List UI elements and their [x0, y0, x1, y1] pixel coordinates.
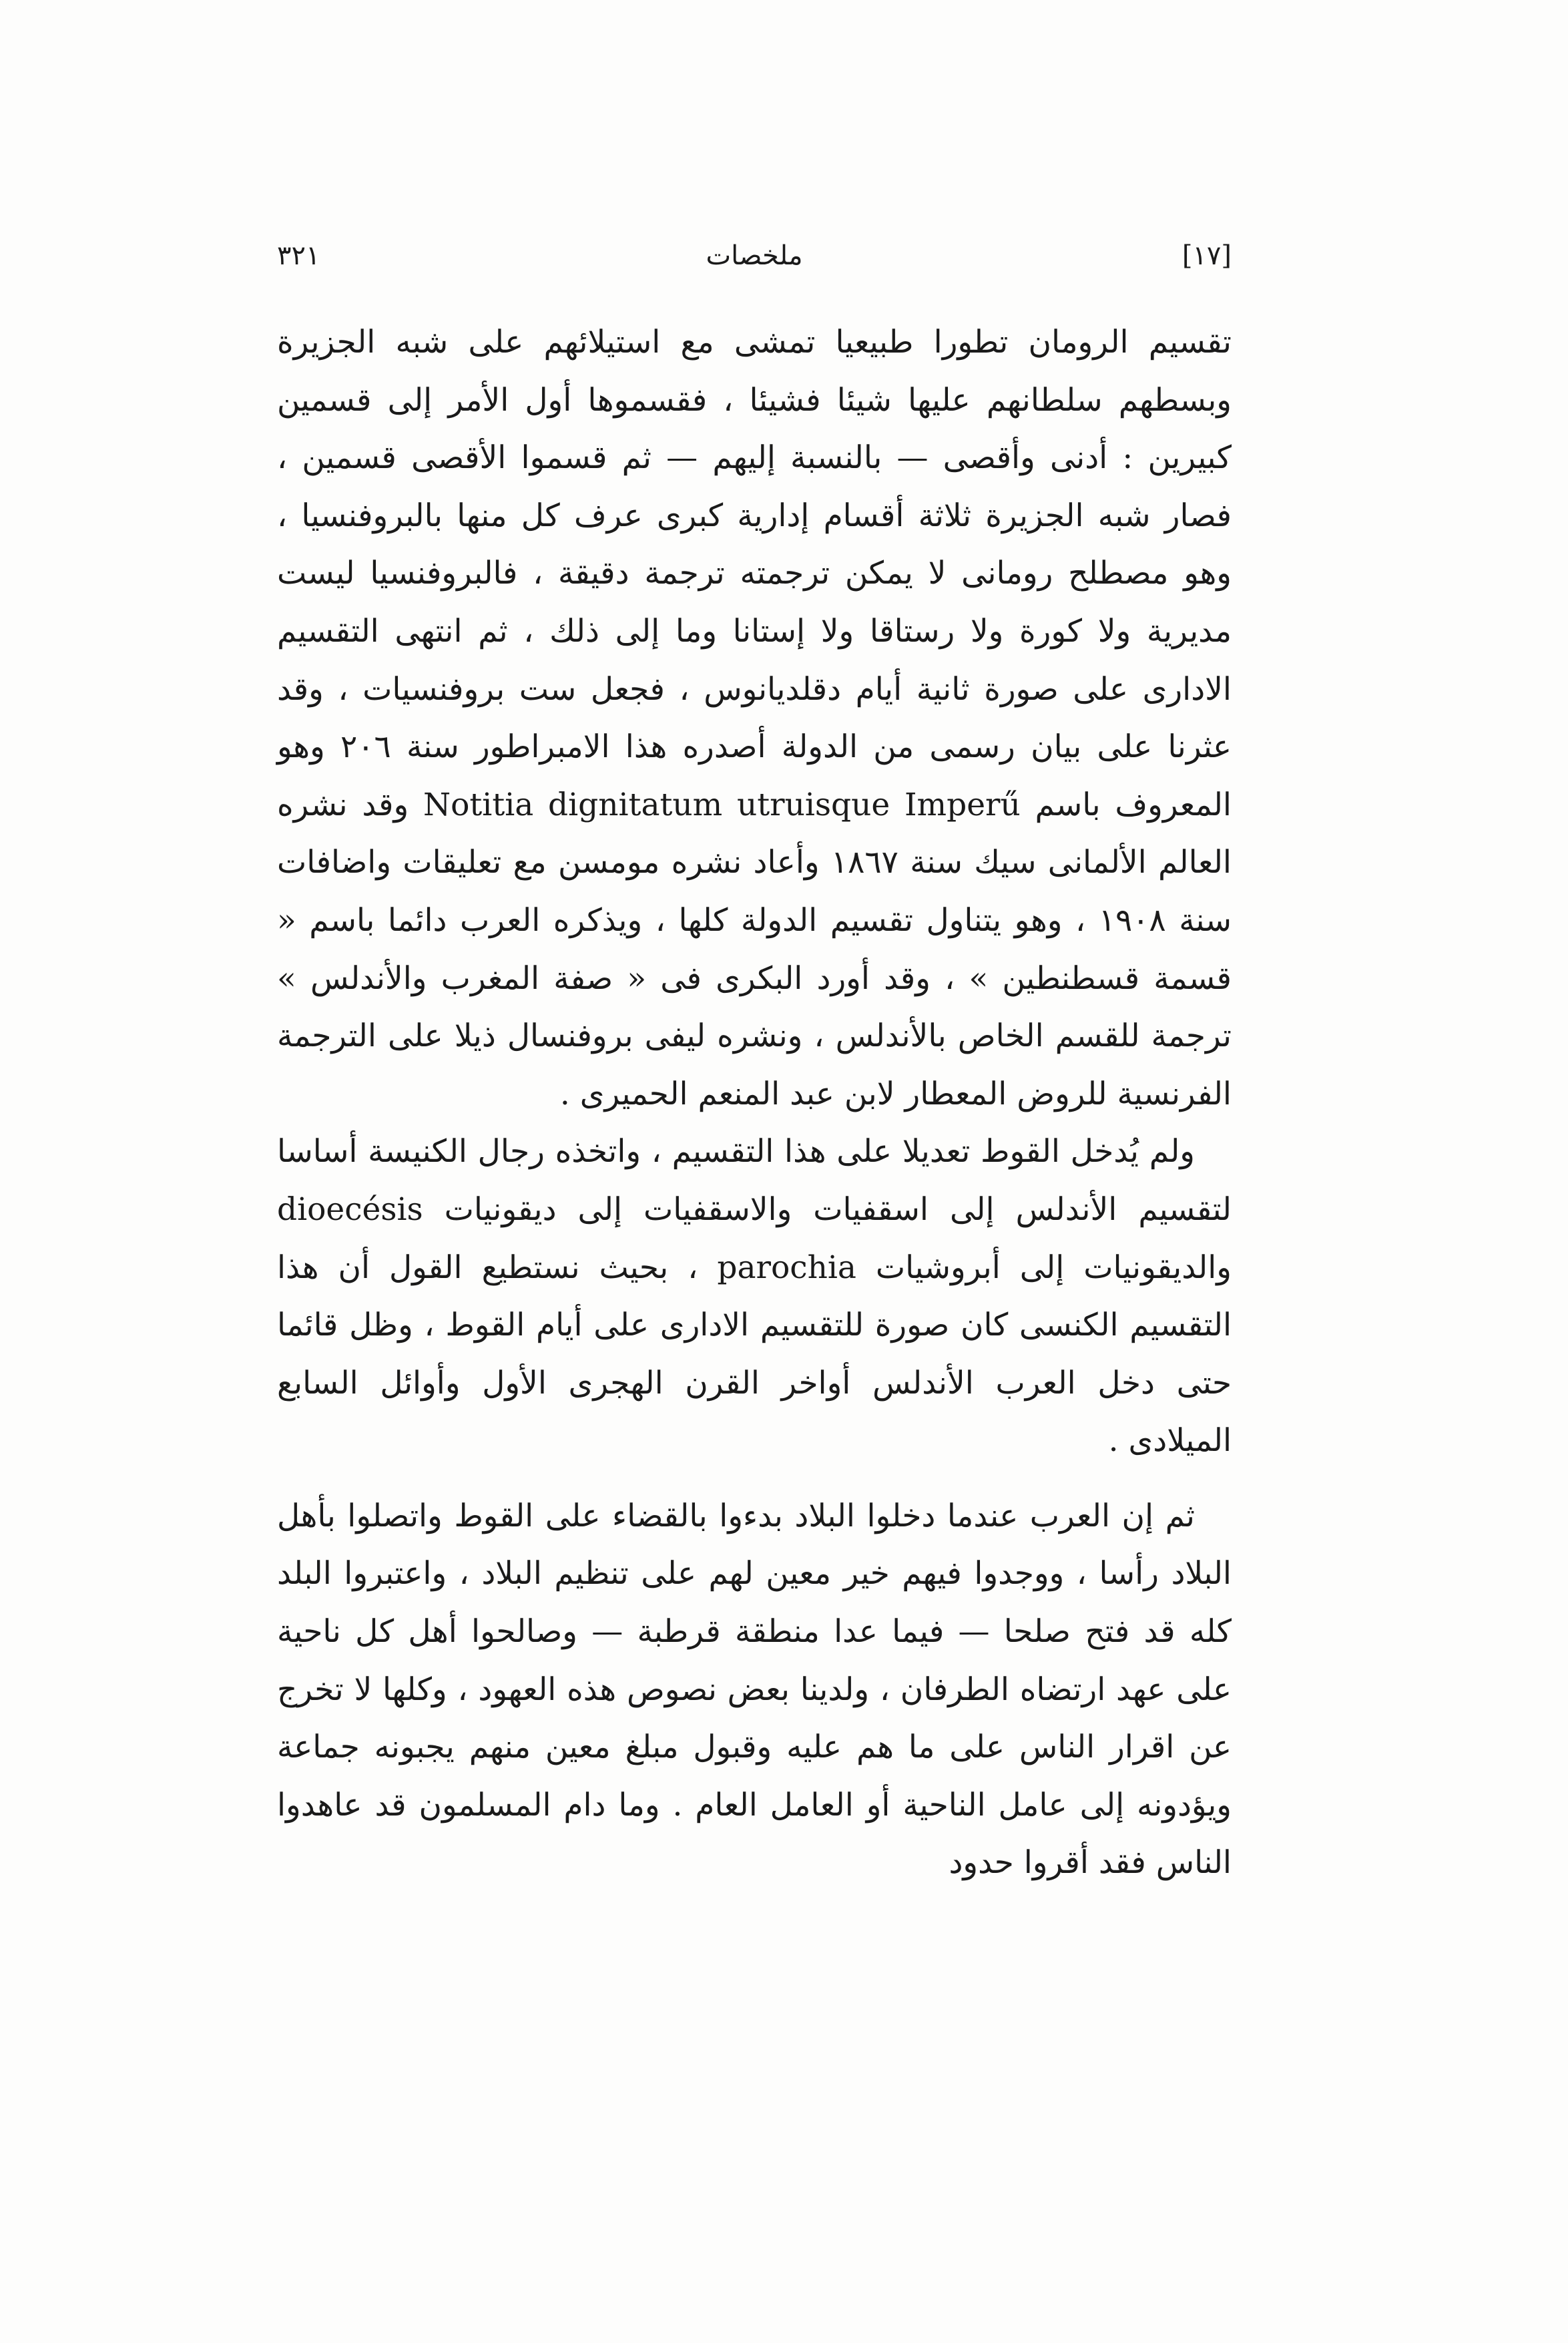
paragraph-1: تقسيم الرومان تطورا طبيعيا تمشى مع استيلائهم على شبه الجزيرة وبسطهم سلطانهم عليها شيئا فشيئا ، فقسموها أول الأمر إلى قسمين كبيرين : أدنى وأقصى — بالنسبة إليهم — ثم قسموا الأقصى قسمين ، فصار شبه الجزيرة ثلاثة أقسام إدارية كبرى عرف كل منها بالبروفنسيا ، وهو مصطلح رومانى لا يمكن ترجمته ترجمة دقيقة ، فالبروفنسيا ليست مديرية ولا كورة ولا رستاقا ولا إستانا وما إلى ذلك ، ثم انتهى التقسيم الادارى على صورة ثانية أيام دقلديانوس ، فجعل ست بروفنسيات ، وقد عثرنا على بيان رسمى من الدولة أصدره هذا الامبراطور سنة ٢٠٦ وهو المعروف باسم Notitia dignitatum utruisque Imperű وقد نشره العالم الألمانى سيك سنة ١٨٦٧ وأعاد نشره مومسن مع تعليقات واضافات سنة ١٩٠٨ ، وهو يتناول تقسيم الدولة كلها ، ويذكره العرب دائما باسم « قسمة قسطنطين » ، وقد أورد البكرى فى « صفة المغرب والأندلس » ترجمة للقسم الخاص بالأندلس ، ونشره ليفى بروفنسال ذيلا على الترجمة الفرنسية للروض المعطار لابن عبد المنعم الحميرى .	[277, 324, 1232, 1112]
paragraph-3: ثم إن العرب عندما دخلوا البلاد بدءوا بالقضاء على القوط واتصلوا بأهل البلاد رأسا ، ووجدوا فيهم خير معين لهم على تنظيم البلاد ، واعتبروا البلد كله قد فتح صلحا — فيما عدا منطقة قرطبة — وصالحوا أهل كل ناحية على عهد ارتضاه الطرفان ، ولدينا بعض نصوص هذه العهود ، وكلها لا تخرج عن اقرار الناس على ما هم عليه وقبول مبلغ معين منهم يجبونه جماعة ويؤدونه إلى عامل الناحية أو العامل العام . وما دام المسلمون قد عاهدوا الناس فقد أقروا حدود	[277, 1497, 1232, 1882]
page-header	[277, 240, 1232, 287]
page-number: ٣٢١	[277, 240, 320, 271]
paragraph-2: ولم يُدخل القوط تعديلا على هذا التقسيم ، واتخذه رجال الكنيسة أساسا لتقسيم الأندلس إلى اسقفيات والاسقفيات إلى ديقونيات dioecésis والديقونيات إلى أبروشيات parochia ، بحيث نستطيع القول أن هذا التقسيم الكنسى كان صورة للتقسيم الادارى على أيام القوط ، وظل قائما حتى دخل العرب الأندلس أواخر القرن الهجرى الأول وأوائل السابع الميلادى .	[277, 1133, 1232, 1460]
section-number: [١٧]	[1182, 240, 1232, 271]
body-text	[277, 314, 1232, 1892]
running-title: ملخصات	[706, 240, 803, 271]
